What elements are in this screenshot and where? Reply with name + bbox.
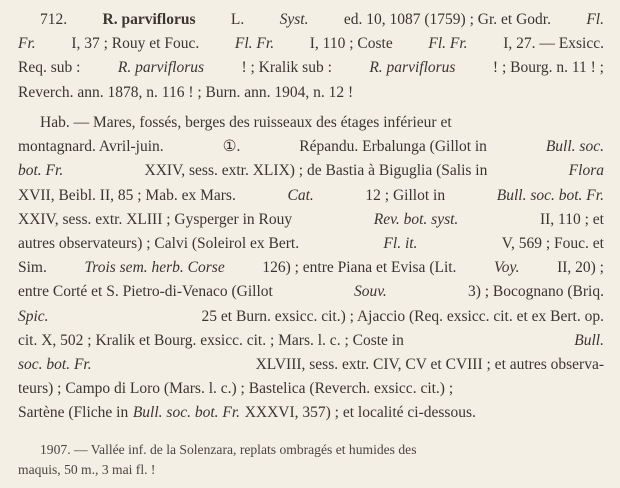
text-segment: 712. [40,11,68,28]
text-segment: L. [230,11,245,28]
text-segment: teurs) ; Campo di Loro (Mars. l. c.) ; Bastelica (Reverch. exsicc. cit.) ; [18,380,454,398]
habitat-line [18,135,604,159]
text-segment: XVII, Beibl. II, 85 ; Mab. ex Mars. [18,186,236,204]
text-segment: maquis, 50 m., 3 mai fl. ! [18,462,156,477]
citation-italic: Cat. [287,186,314,204]
citation-italic: Spic. [18,307,49,325]
text-segment: XXIV, sess. extr. XLIX) ; de Bastia à Biguglia (Salis in [144,162,488,180]
text-segment: ! ; Bourg. n. 11 ! ; [492,59,604,77]
text-segment: entre Corté et S. Pietro-di-Venaco (Gillot [18,283,273,301]
text-segment: XLVIII, sess. extr. CIV, CV et CVIII ; et autres observa- [255,356,604,374]
habitat-line [18,111,604,135]
habitat-line [18,159,604,183]
citation-italic: Bull. soc. bot. Fr. [132,404,241,422]
habitat-line [18,256,604,280]
header-line [18,56,604,80]
citation-italic: Fr. [18,35,36,53]
citation-italic: Fl. Fr. [428,35,468,53]
citation-italic: R. parviflorus [369,59,456,77]
citation-italic: Bull. [574,331,604,349]
text-segment: 1907. — Vallée inf. de la Solenzara, replats ombragés et humides des [40,442,417,457]
habitat-line [18,329,604,353]
collection-note [18,440,604,480]
text-segment: II, 110 ; et [539,210,604,228]
text-segment: Sim. [18,259,47,277]
citation-italic: Rev. bot. syst. [373,210,459,228]
text-segment: Req. sub : [18,59,81,77]
text-segment: Répandu. Erbalunga (Gillot in [299,138,487,156]
habitat-line [18,401,604,425]
text-segment: autres observateurs) ; Calvi (Soleirol ex Bert. [18,235,300,253]
text-segment: ed. 10, 1087 (1759) ; Gr. et Godr. [343,11,551,28]
header-line [18,81,604,105]
header-line [18,32,604,56]
text-segment: montagnard. Avril-juin. [18,138,164,156]
habitat-line [18,305,604,329]
citation-italic: Fl. it. [383,235,418,253]
text-segment: I, 27. — Exsicc. [503,35,604,53]
citation-italic: Syst. [279,11,309,28]
text-segment: 25 et Burn. exsicc. cit.) ; Ajaccio (Req. exsicc. cit. et ex Bert. op. [201,307,604,325]
citation-italic: Voy. [494,259,520,277]
habitat-paragraph [18,111,604,426]
text-segment: cit. X, 502 ; Kralik et Bourg. exsicc. cit. ; Mars. l. c. ; Coste in [18,331,404,349]
note-line [18,460,604,480]
text-segment: ! ; Kralik sub : [241,59,332,77]
habitat-line [18,232,604,256]
citation-italic: Fl. [586,11,604,28]
text-segment: I, 37 ; Rouy et Fouc. [71,35,200,53]
text-segment: V, 569 ; Fouc. et [501,235,604,253]
habitat-line [18,377,604,401]
habitat-line [18,280,604,304]
header-line [18,8,604,32]
habitat-line [18,353,604,377]
note-line [18,440,604,460]
citation-italic: Flora [568,162,604,180]
annual-symbol: ①. [222,138,241,156]
citation-italic: Fl. Fr. [234,35,275,53]
text-segment: XXXVI, 357) ; et localité ci-dessous. [244,404,476,422]
species-header [18,8,604,105]
text-segment: Hab. — Mares, fossés, berges des ruisseaux des étages inférieur et [40,114,452,131]
citation-italic: Souv. [353,283,387,301]
habitat-line [18,184,604,208]
species-name: R. parviflorus [102,11,196,28]
citation-italic: bot. Fr. [18,162,64,180]
text-segment: I, 110 ; Coste [309,35,393,53]
citation-italic: R. parviflorus [117,59,205,77]
text-segment: Sartène (Fliche in [18,404,129,422]
citation-italic: soc. bot. Fr. [18,356,92,374]
citation-italic: Bull. soc. [545,138,604,156]
text-segment: II, 20) ; [557,259,604,277]
text-segment: 126) ; entre Piana et Evisa (Lit. [262,259,457,277]
text-segment: 12 ; Gillot in [365,186,446,204]
citation-italic: Bull. soc. bot. Fr. [496,186,604,204]
text-segment: Reverch. ann. 1878, n. 116 ! ; Burn. ann. 1904, n. 12 ! [18,83,354,101]
text-segment: 3) ; Bocognano (Briq. [467,283,604,301]
citation-italic: Trois sem. herb. Corse [84,259,225,277]
text-segment: XXIV, sess. extr. XLIII ; Gysperger in Rouy [18,210,293,228]
habitat-line [18,208,604,232]
